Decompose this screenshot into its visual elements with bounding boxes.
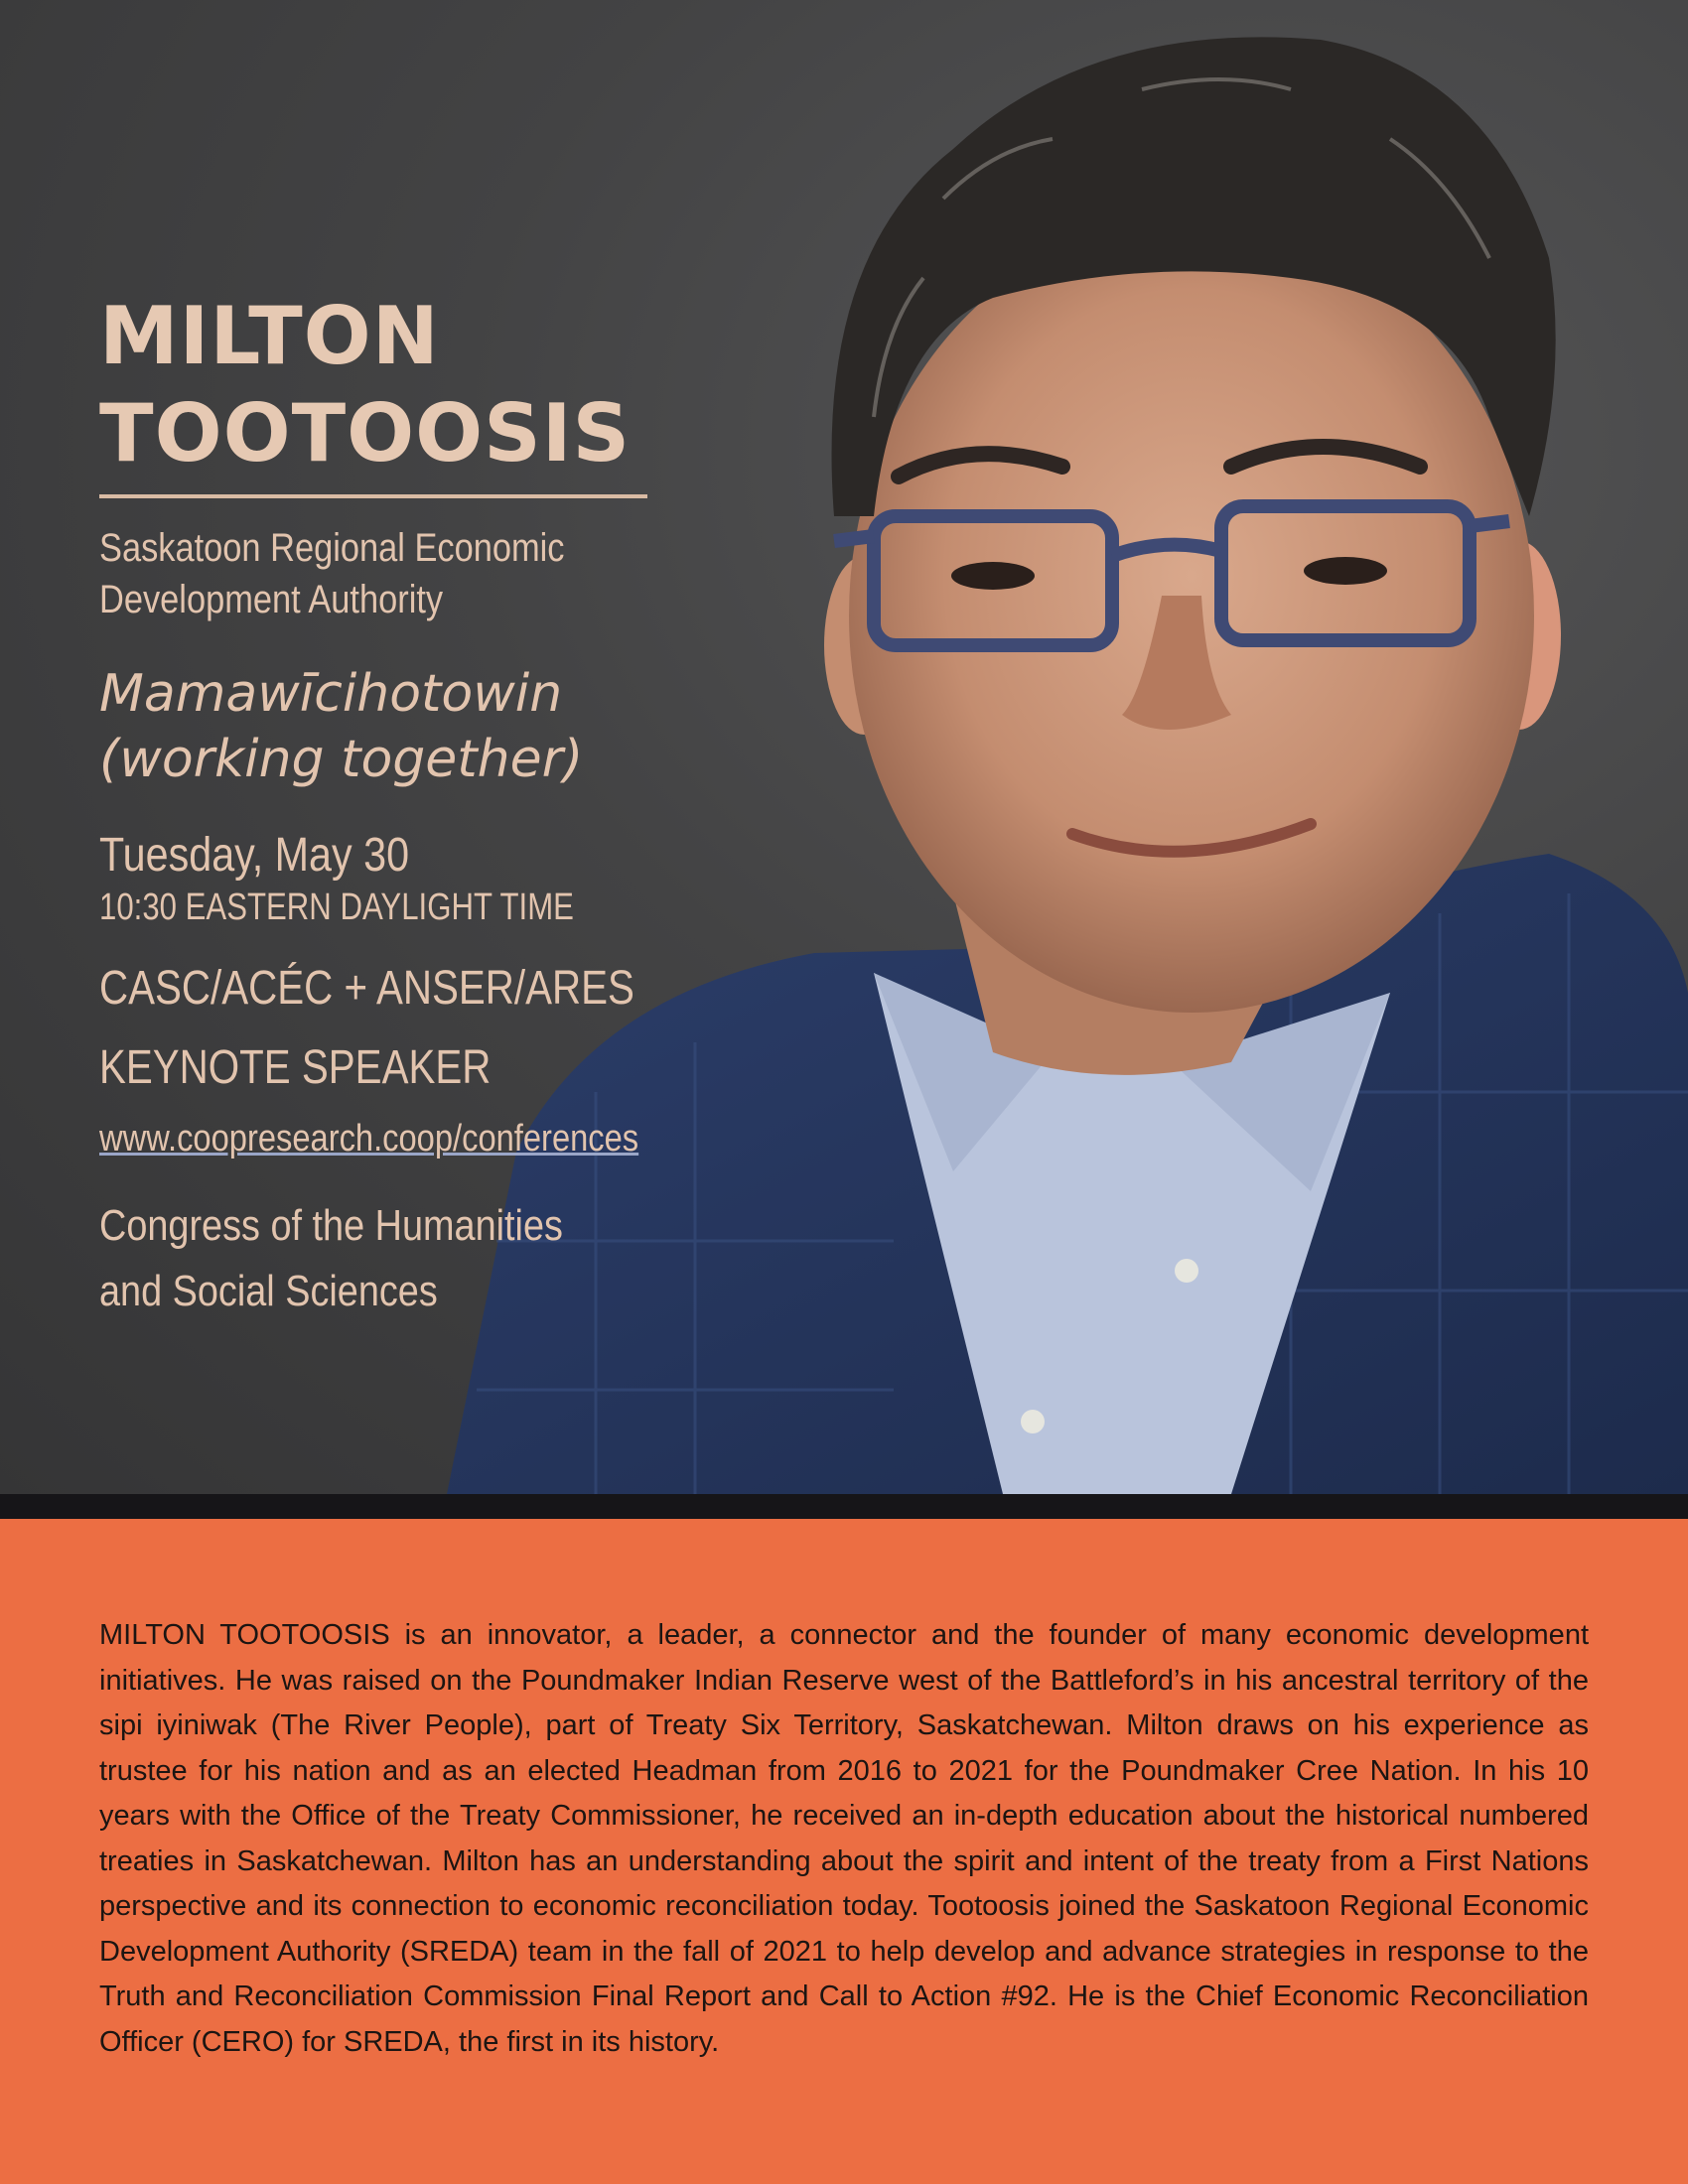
event-time: 10:30 EASTERN DAYLIGHT TIME — [99, 887, 574, 928]
name-divider — [99, 494, 647, 498]
congress-line2: and Social Sciences — [99, 1267, 438, 1315]
speaker-organization-line2: Development Authority — [99, 578, 444, 621]
event-organizers: CASC/ACÉC + ANSER/ARES — [99, 962, 634, 1015]
conference-link[interactable]: www.coopresearch.coop/conferences — [99, 1118, 639, 1160]
section-divider — [0, 1494, 1688, 1519]
bio-panel — [0, 1519, 1688, 2184]
congress-name — [99, 1193, 612, 1324]
congress-line1: Congress of the Humanities — [99, 1201, 563, 1250]
speaker-last-name: TOOTOOSIS — [99, 387, 632, 479]
speaker-bio: MILTON TOOTOOSIS is an innovator, a leader, a connector and the founder of many economic development initiatives. He was raised on the Poundmaker Indian Reserve west of the Battleford’s in his ancestral territory of the sipi iyiniwak (The River People), part of Treaty Six Territory, Saskatchewan. Milton draws on his experience as trustee for his nation and as an elected Headman from 2016 to 2021 for the Poundmaker Cree Nation. In his 10 years with the Office of the Treaty Commissioner, he received an in-depth education about the historical numbered treaties in Saskatchewan. Milton has an understanding about the spirit and intent of the treaty from a First Nations perspective and its connection to economic reconciliation today. Tootoosis joined the Saskatoon Regional Economic Development Authority (SREDA) team in the fall of 2021 to help develop and advance strategies in response to the Truth and Reconciliation Commission Final Report and Call to Action #92. He is the Chief Economic Reconciliation Officer (CERO) for SREDA, the first in its history. — [99, 1619, 1589, 2058]
talk-title — [99, 661, 695, 792]
speaker-organization-line1: Saskatoon Regional Economic — [99, 526, 565, 570]
speaker-name — [99, 288, 695, 482]
keynote-label: KEYNOTE SPEAKER — [99, 1041, 492, 1094]
speaker-first-name: MILTON — [99, 290, 440, 382]
talk-title-line1: Mamawīcihotowin — [99, 664, 563, 724]
talk-title-line2: (working together) — [99, 730, 584, 789]
event-info — [99, 288, 695, 1324]
event-date: Tuesday, May 30 — [99, 829, 410, 882]
event-role — [99, 949, 634, 1108]
